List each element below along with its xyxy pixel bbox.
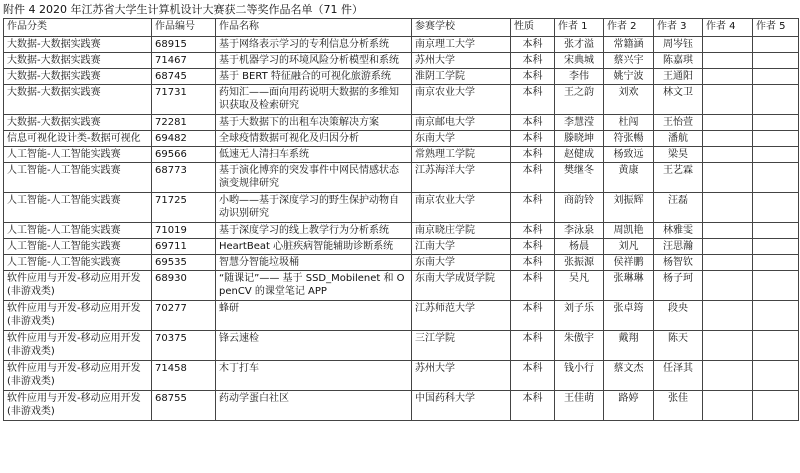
cell-author-1: 李泳泉 [555,223,604,239]
cell-type: 本科 [511,223,555,239]
table-row [4,37,799,53]
cell-category: 软件应用与开发-移动应用开发(非游戏类) [4,301,152,331]
table-row [4,301,799,331]
cell-author-2: 戴翔 [604,331,654,361]
cell-author-5 [753,163,799,193]
cell-author-4 [703,271,753,301]
cell-author-2: 张卓筠 [604,301,654,331]
cell-work-name: 基于 BERT 特征融合的可视化旅游系统 [216,69,412,85]
cell-work-id: 71467 [152,53,216,69]
cell-category: 软件应用与开发-移动应用开发(非游戏类) [4,331,152,361]
cell-author-4 [703,69,753,85]
cell-work-name: 基于大数据下的出租车决策解决方案 [216,115,412,131]
cell-author-1: 钱小行 [555,361,604,391]
cell-author-4 [703,331,753,361]
cell-work-id: 70277 [152,301,216,331]
cell-work-id: 69566 [152,147,216,163]
cell-category: 大数据-大数据实践赛 [4,37,152,53]
cell-school: 江南大学 [412,239,511,255]
cell-author-3: 段央 [654,301,703,331]
cell-author-5 [753,131,799,147]
cell-work-id: 69482 [152,131,216,147]
table-row [4,85,799,115]
cell-author-3: 林文卫 [654,85,703,115]
cell-author-5 [753,271,799,301]
cell-type: 本科 [511,391,555,421]
cell-author-5 [753,391,799,421]
cell-author-4 [703,163,753,193]
cell-work-name: 低速无人清扫车系统 [216,147,412,163]
cell-author-3: 周岑钰 [654,37,703,53]
cell-work-id: 68773 [152,163,216,193]
table-row [4,115,799,131]
cell-author-4 [703,131,753,147]
cell-author-1: 滕晓坤 [555,131,604,147]
cell-work-id: 68755 [152,391,216,421]
cell-author-1: 樊继冬 [555,163,604,193]
cell-work-id: 71019 [152,223,216,239]
cell-author-2: 刘欢 [604,85,654,115]
cell-school: 东南大学成贤学院 [412,271,511,301]
cell-work-id: 70375 [152,331,216,361]
cell-author-1: 吴凡 [555,271,604,301]
cell-type: 本科 [511,271,555,301]
cell-author-2: 蔡兴宇 [604,53,654,69]
cell-type: 本科 [511,301,555,331]
cell-author-5 [753,37,799,53]
cell-work-name: 全球疫情数据可视化及归因分析 [216,131,412,147]
column-header-school: 参赛学校 [412,19,511,37]
cell-author-3: 潘航 [654,131,703,147]
cell-type: 本科 [511,115,555,131]
cell-author-4 [703,301,753,331]
cell-author-4 [703,53,753,69]
cell-work-name: “随课记”—— 基于 SSD_Mobilenet 和 OpenCV 的课堂笔记 APP [216,271,412,301]
cell-work-id: 68915 [152,37,216,53]
cell-category: 人工智能-人工智能实践赛 [4,193,152,223]
table-row [4,361,799,391]
cell-author-5 [753,69,799,85]
cell-author-1: 宋典城 [555,53,604,69]
cell-work-name: HeartBeat 心脏疾病智能辅助诊断系统 [216,239,412,255]
cell-author-3: 任泽其 [654,361,703,391]
cell-author-2: 侯祥鹏 [604,255,654,271]
cell-type: 本科 [511,239,555,255]
cell-school: 南京晓庄学院 [412,223,511,239]
cell-school: 苏州大学 [412,53,511,69]
cell-work-id: 71725 [152,193,216,223]
cell-author-2: 杨致远 [604,147,654,163]
cell-work-id: 69535 [152,255,216,271]
cell-type: 本科 [511,37,555,53]
cell-author-1: 商韵铃 [555,193,604,223]
cell-work-name: 基于网络表示学习的专利信息分析系统 [216,37,412,53]
cell-school: 淮阴工学院 [412,69,511,85]
cell-author-2: 张琳琳 [604,271,654,301]
column-header-author-4: 作者 4 [703,19,753,37]
cell-category: 人工智能-人工智能实践赛 [4,223,152,239]
cell-author-1: 张才溢 [555,37,604,53]
cell-work-id: 71458 [152,361,216,391]
cell-work-name: 药动学蛋白社区 [216,391,412,421]
cell-author-5 [753,331,799,361]
cell-type: 本科 [511,131,555,147]
cell-author-4 [703,147,753,163]
cell-school: 江苏师范大学 [412,301,511,331]
cell-author-1: 王佳萌 [555,391,604,421]
cell-school: 东南大学 [412,255,511,271]
cell-school: 南京农业大学 [412,85,511,115]
cell-author-4 [703,361,753,391]
table-row [4,223,799,239]
cell-work-name: 基于机器学习的环境风险分析模型和系统 [216,53,412,69]
cell-type: 本科 [511,147,555,163]
table-row [4,53,799,69]
cell-school: 东南大学 [412,131,511,147]
cell-category: 大数据-大数据实践赛 [4,115,152,131]
cell-author-5 [753,85,799,115]
column-header-work-name: 作品名称 [216,19,412,37]
column-header-author-1: 作者 1 [555,19,604,37]
cell-author-5 [753,147,799,163]
cell-author-4 [703,193,753,223]
cell-type: 本科 [511,255,555,271]
cell-author-3: 杨子珂 [654,271,703,301]
cell-work-id: 68930 [152,271,216,301]
cell-author-3: 张佳 [654,391,703,421]
cell-work-name: 药知汇——面向用药说明大数据的多维知识获取及检索研究 [216,85,412,115]
table-row [4,239,799,255]
cell-author-3: 林雅雯 [654,223,703,239]
table-row [4,163,799,193]
column-header-category: 作品分类 [4,19,152,37]
cell-type: 本科 [511,361,555,391]
cell-category: 大数据-大数据实践赛 [4,69,152,85]
cell-author-5 [753,223,799,239]
cell-category: 软件应用与开发-移动应用开发(非游戏类) [4,391,152,421]
cell-author-5 [753,53,799,69]
cell-work-name: 锋云速检 [216,331,412,361]
cell-work-name: 小哟——基于深度学习的野生保护动物自动识别研究 [216,193,412,223]
cell-type: 本科 [511,193,555,223]
cell-author-4 [703,391,753,421]
cell-school: 常熟理工学院 [412,147,511,163]
cell-school: 南京农业大学 [412,193,511,223]
cell-author-5 [753,301,799,331]
cell-author-3: 王怡萱 [654,115,703,131]
cell-author-1: 张振源 [555,255,604,271]
cell-author-5 [753,239,799,255]
cell-work-id: 69711 [152,239,216,255]
cell-author-1: 李慧滢 [555,115,604,131]
table-row [4,69,799,85]
column-header-author-3: 作者 3 [654,19,703,37]
table-row [4,193,799,223]
cell-category: 人工智能-人工智能实践赛 [4,239,152,255]
column-header-author-2: 作者 2 [604,19,654,37]
cell-author-5 [753,255,799,271]
cell-category: 软件应用与开发-移动应用开发(非游戏类) [4,271,152,301]
cell-author-1: 李伟 [555,69,604,85]
cell-school: 苏州大学 [412,361,511,391]
cell-author-3: 王通阳 [654,69,703,85]
cell-category: 软件应用与开发-移动应用开发(非游戏类) [4,361,152,391]
cell-author-4 [703,37,753,53]
cell-author-5 [753,361,799,391]
cell-author-3: 梁昊 [654,147,703,163]
cell-category: 大数据-大数据实践赛 [4,53,152,69]
cell-author-3: 陈嘉琪 [654,53,703,69]
cell-author-2: 刘凡 [604,239,654,255]
cell-work-name: 智慧分智能垃圾桶 [216,255,412,271]
cell-author-1: 王之韵 [555,85,604,115]
cell-author-1: 杨晨 [555,239,604,255]
cell-work-id: 68745 [152,69,216,85]
cell-author-2: 蔡文杰 [604,361,654,391]
table-header-row [4,19,799,37]
cell-work-name: 基于深度学习的线上教学行为分析系统 [216,223,412,239]
table-row [4,147,799,163]
cell-author-4 [703,239,753,255]
cell-type: 本科 [511,163,555,193]
cell-school: 三江学院 [412,331,511,361]
cell-author-3: 汪思瀚 [654,239,703,255]
cell-author-2: 姚宁波 [604,69,654,85]
cell-work-id: 71731 [152,85,216,115]
cell-author-3: 汪磊 [654,193,703,223]
cell-author-4 [703,85,753,115]
cell-author-2: 周凯艳 [604,223,654,239]
cell-type: 本科 [511,85,555,115]
cell-author-3: 王艺霖 [654,163,703,193]
cell-category: 人工智能-人工智能实践赛 [4,163,152,193]
cell-category: 人工智能-人工智能实践赛 [4,255,152,271]
cell-type: 本科 [511,331,555,361]
cell-author-5 [753,193,799,223]
cell-author-2: 符张暢 [604,131,654,147]
document-title: 附件 4 2020 年江苏省大学生计算机设计大赛获二等奖作品名单（71 件） [3,3,363,16]
cell-author-5 [753,115,799,131]
cell-work-name: 木丁打车 [216,361,412,391]
cell-work-name: 蜂研 [216,301,412,331]
column-header-author-5: 作者 5 [753,19,799,37]
cell-author-4 [703,115,753,131]
table-body [4,37,799,421]
cell-category: 信息可视化设计类-数据可视化 [4,131,152,147]
column-header-type: 性质 [511,19,555,37]
cell-author-1: 朱傲宇 [555,331,604,361]
cell-author-3: 陈天 [654,331,703,361]
cell-author-1: 赵健成 [555,147,604,163]
cell-school: 江苏海洋大学 [412,163,511,193]
cell-author-2: 路婷 [604,391,654,421]
cell-category: 大数据-大数据实践赛 [4,85,152,115]
cell-school: 南京邮电大学 [412,115,511,131]
table-row [4,271,799,301]
cell-type: 本科 [511,69,555,85]
cell-author-2: 黄康 [604,163,654,193]
cell-school: 南京理工大学 [412,37,511,53]
table-row [4,255,799,271]
cell-author-1: 刘子乐 [555,301,604,331]
cell-school: 中国药科大学 [412,391,511,421]
cell-category: 人工智能-人工智能实践赛 [4,147,152,163]
table-row [4,331,799,361]
cell-author-3: 杨智钦 [654,255,703,271]
table-row [4,391,799,421]
cell-work-id: 72281 [152,115,216,131]
table-row [4,131,799,147]
cell-author-2: 杜闯 [604,115,654,131]
cell-author-2: 刘振辉 [604,193,654,223]
cell-type: 本科 [511,53,555,69]
cell-work-name: 基于演化博弈的突发事件中网民情感状态演变规律研究 [216,163,412,193]
column-header-work-id: 作品编号 [152,19,216,37]
cell-author-2: 常籍涵 [604,37,654,53]
award-list-table [3,18,799,421]
cell-author-4 [703,223,753,239]
cell-author-4 [703,255,753,271]
